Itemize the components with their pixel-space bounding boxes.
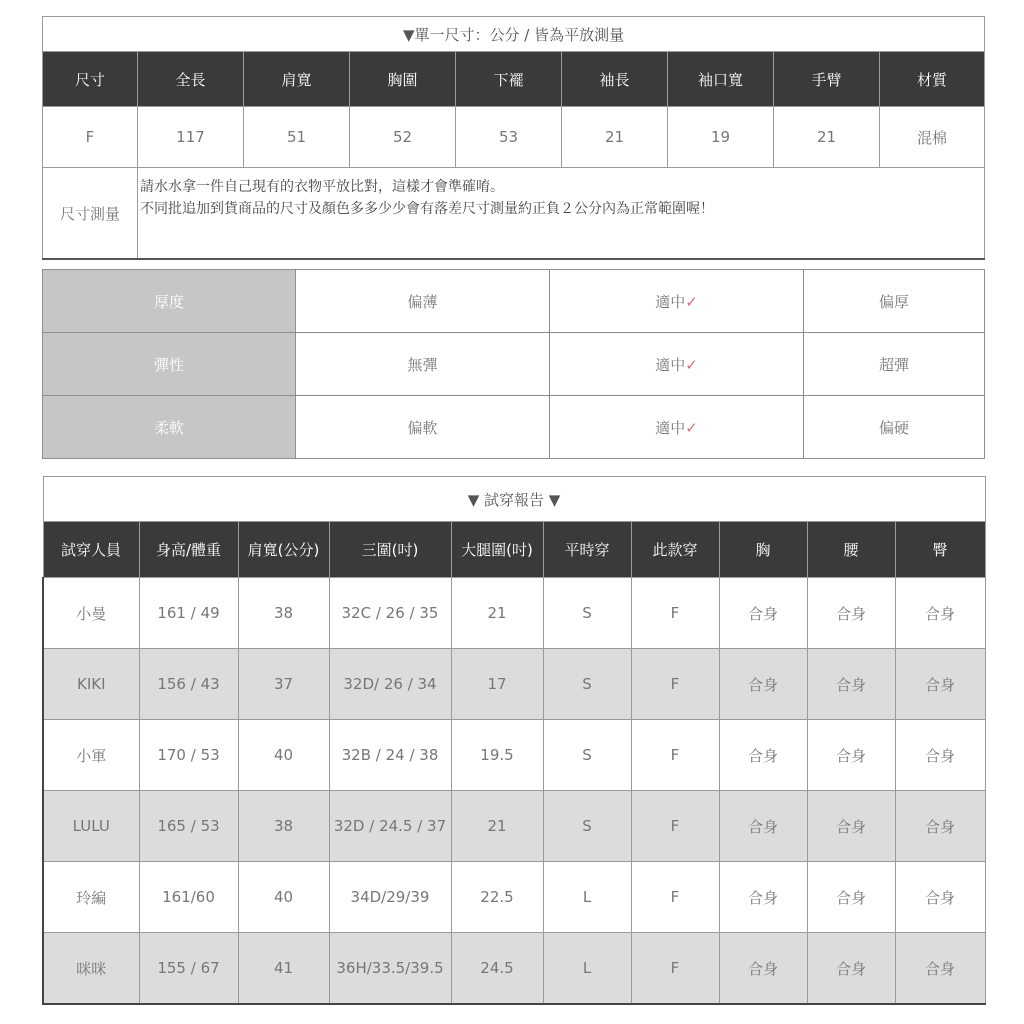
table-cell: 21 — [451, 578, 543, 649]
header-cell: 臀 — [895, 522, 985, 578]
table-cell: 32C / 26 / 35 — [329, 578, 451, 649]
fabric-option — [296, 270, 550, 333]
fabric-option — [296, 396, 550, 459]
header-cell: 袖長 — [562, 52, 668, 107]
header-cell: 材質 — [880, 52, 985, 107]
size-table-header-row — [43, 52, 985, 107]
table-cell: 21 — [451, 791, 543, 862]
header-cell: 尺寸 — [43, 52, 138, 107]
table-cell: F — [631, 578, 719, 649]
table-cell: 170 / 53 — [139, 720, 238, 791]
table-cell: 合身 — [895, 649, 985, 720]
fitting-report-table — [42, 476, 986, 1005]
header-cell: 試穿人員 — [43, 522, 139, 578]
table-cell: 合身 — [895, 720, 985, 791]
fitting-table-body — [43, 578, 985, 1005]
fabric-option — [296, 333, 550, 396]
size-table-values-row — [43, 107, 985, 168]
value-cell: 混棉 — [880, 107, 985, 168]
tester-name-cell: 玲編 — [43, 862, 139, 933]
table-cell: 合身 — [807, 720, 895, 791]
header-cell: 身高/體重 — [139, 522, 238, 578]
table-cell: 合身 — [719, 720, 807, 791]
size-table-caption: ▼單一尺寸：公分 / 皆為平放測量 — [43, 17, 985, 52]
fabric-row-softness — [43, 396, 985, 459]
tester-name-cell: KIKI — [43, 649, 139, 720]
table-cell: 合身 — [895, 578, 985, 649]
table-row — [43, 862, 985, 933]
value-cell: 21 — [562, 107, 668, 168]
fabric-option — [804, 270, 985, 333]
table-cell: 165 / 53 — [139, 791, 238, 862]
header-cell: 此款穿 — [631, 522, 719, 578]
table-cell: 37 — [238, 649, 329, 720]
size-note-text — [138, 168, 985, 260]
fitting-report-caption: ▼ 試穿報告 ▼ — [43, 477, 985, 522]
value-cell: 21 — [774, 107, 880, 168]
size-note-line: 請水水拿一件自己現有的衣物平放比對，這樣才會準確唷。 — [140, 179, 504, 195]
table-cell: F — [631, 649, 719, 720]
fitting-report-block — [42, 476, 984, 1005]
table-cell: 38 — [238, 578, 329, 649]
table-cell: 38 — [238, 791, 329, 862]
table-cell: 32D / 24.5 / 37 — [329, 791, 451, 862]
table-cell: L — [543, 933, 631, 1005]
header-cell: 三圍(吋) — [329, 522, 451, 578]
fabric-row-elasticity — [43, 333, 985, 396]
fabric-option-text: 適中 — [655, 418, 686, 437]
value-cell: 51 — [244, 107, 350, 168]
table-cell: L — [543, 862, 631, 933]
table-row — [43, 649, 985, 720]
header-cell: 腰 — [807, 522, 895, 578]
tester-name-cell: 咪咪 — [43, 933, 139, 1005]
fabric-option — [804, 396, 985, 459]
check-icon: ✓ — [685, 418, 698, 437]
size-note-row — [43, 168, 985, 260]
tester-name-cell: 小曼 — [43, 578, 139, 649]
fabric-option — [550, 333, 804, 396]
table-row — [43, 578, 985, 649]
value-cell: 19 — [668, 107, 774, 168]
fabric-option — [550, 396, 804, 459]
header-cell: 下襬 — [456, 52, 562, 107]
table-row — [43, 933, 985, 1005]
fabric-table-block — [42, 269, 984, 459]
table-cell: 合身 — [895, 862, 985, 933]
table-cell: 合身 — [807, 791, 895, 862]
fabric-option-text: 無彈 — [407, 355, 438, 374]
header-cell: 全長 — [138, 52, 244, 107]
value-cell: 117 — [138, 107, 244, 168]
fabric-option-text: 適中 — [655, 355, 686, 374]
fabric-option — [804, 333, 985, 396]
table-cell: S — [543, 578, 631, 649]
table-cell: F — [631, 791, 719, 862]
table-cell: 合身 — [719, 933, 807, 1005]
table-cell: 合身 — [807, 933, 895, 1005]
table-row — [43, 720, 985, 791]
header-cell: 大腿圍(吋) — [451, 522, 543, 578]
table-cell: 合身 — [719, 862, 807, 933]
table-cell: 36H/33.5/39.5 — [329, 933, 451, 1005]
table-cell: S — [543, 791, 631, 862]
fabric-option-text: 偏厚 — [878, 292, 909, 311]
table-cell: F — [631, 933, 719, 1005]
fabric-option-text: 超彈 — [878, 355, 909, 374]
header-cell: 胸圍 — [350, 52, 456, 107]
table-cell: 合身 — [807, 862, 895, 933]
fabric-option-text: 偏薄 — [407, 292, 438, 311]
table-cell: 161/60 — [139, 862, 238, 933]
table-cell: S — [543, 720, 631, 791]
table-cell: S — [543, 649, 631, 720]
fabric-option — [550, 270, 804, 333]
header-cell: 手臂 — [774, 52, 880, 107]
table-cell: 161 / 49 — [139, 578, 238, 649]
value-cell: 52 — [350, 107, 456, 168]
header-cell: 胸 — [719, 522, 807, 578]
header-cell: 平時穿 — [543, 522, 631, 578]
table-cell: 合身 — [719, 578, 807, 649]
size-note-label: 尺寸測量 — [43, 168, 138, 260]
table-cell: 32B / 24 / 38 — [329, 720, 451, 791]
table-cell: 32D/ 26 / 34 — [329, 649, 451, 720]
table-cell: 17 — [451, 649, 543, 720]
fabric-option-text: 適中 — [655, 292, 686, 311]
header-cell: 肩寬(公分) — [238, 522, 329, 578]
table-cell: 40 — [238, 720, 329, 791]
fabric-row-thickness — [43, 270, 985, 333]
table-cell: 34D/29/39 — [329, 862, 451, 933]
tester-name-cell: LULU — [43, 791, 139, 862]
table-cell: 合身 — [719, 649, 807, 720]
header-cell: 肩寬 — [244, 52, 350, 107]
size-note-line: 不同批追加到貨商品的尺寸及顏色多多少少會有落差尺寸測量約正負２公分內為正常範圍喔！ — [140, 201, 714, 217]
fabric-table — [42, 269, 985, 459]
table-cell: 合身 — [719, 791, 807, 862]
size-table-block — [42, 16, 984, 260]
table-cell: F — [631, 720, 719, 791]
tester-name-cell: 小軍 — [43, 720, 139, 791]
table-cell: 155 / 67 — [139, 933, 238, 1005]
table-cell: 合身 — [807, 649, 895, 720]
table-cell: 24.5 — [451, 933, 543, 1005]
value-cell: F — [43, 107, 138, 168]
table-cell: 41 — [238, 933, 329, 1005]
value-cell: 53 — [456, 107, 562, 168]
check-icon: ✓ — [685, 355, 698, 374]
table-cell: 合身 — [895, 791, 985, 862]
table-cell: 合身 — [807, 578, 895, 649]
table-cell: F — [631, 862, 719, 933]
size-table — [42, 16, 985, 260]
header-cell: 袖口寬 — [668, 52, 774, 107]
check-icon: ✓ — [685, 292, 698, 311]
fabric-label: 彈性 — [43, 333, 296, 396]
table-cell: 40 — [238, 862, 329, 933]
table-row — [43, 791, 985, 862]
table-cell: 156 / 43 — [139, 649, 238, 720]
fabric-label: 柔軟 — [43, 396, 296, 459]
fabric-option-text: 偏軟 — [407, 418, 438, 437]
table-cell: 合身 — [895, 933, 985, 1005]
fitting-header-row — [43, 522, 985, 578]
fabric-label: 厚度 — [43, 270, 296, 333]
table-cell: 19.5 — [451, 720, 543, 791]
table-cell: 22.5 — [451, 862, 543, 933]
fabric-option-text: 偏硬 — [878, 418, 909, 437]
